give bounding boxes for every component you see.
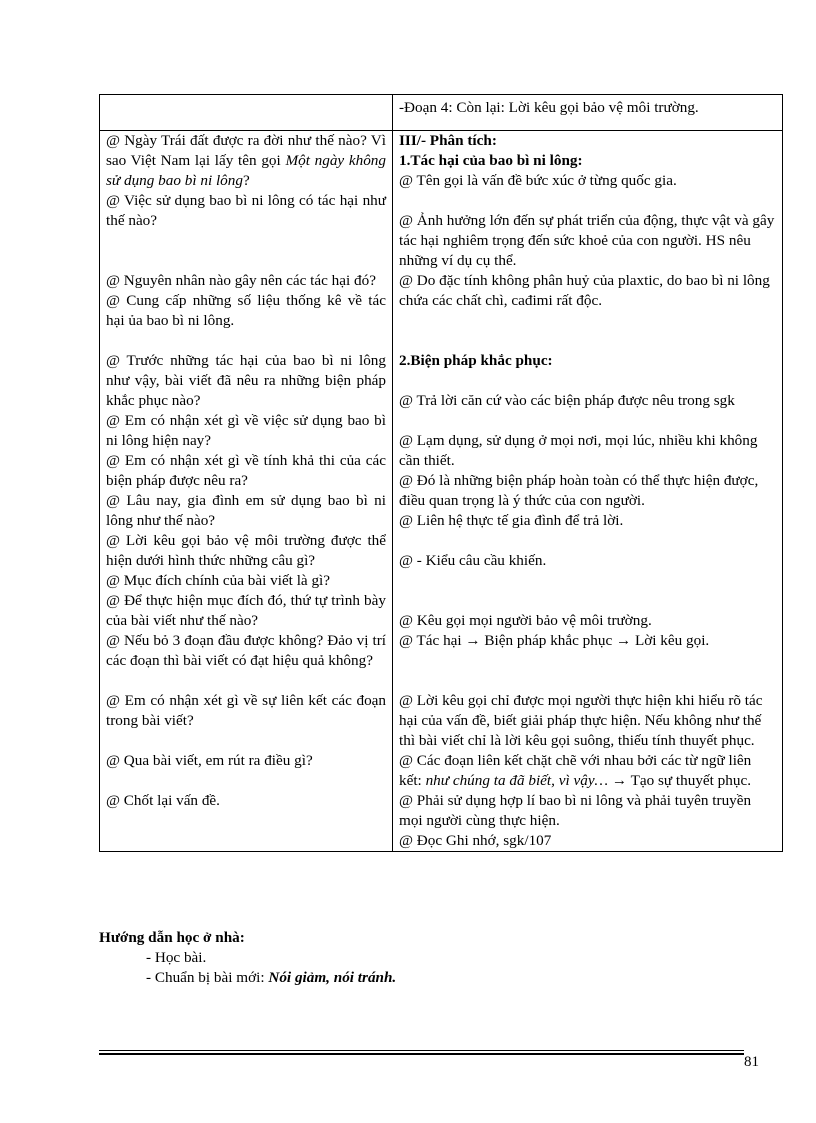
header-right-cell: -Đoạn 4: Còn lại: Lời kêu gọi bảo vệ môi trường. bbox=[393, 95, 783, 131]
answer-14: @ Đọc Ghi nhớ, sgk/107 bbox=[399, 832, 552, 849]
homework-item-text: - Chuẩn bị bài mới: bbox=[146, 969, 269, 986]
question-2: @ Việc sử dụng bao bì ni lông có tác hại như thế nào? bbox=[106, 192, 386, 229]
answer-10: @ Tác hại → Biện pháp khắc phục → Lời kêu gọi. bbox=[399, 632, 710, 649]
lesson-table bbox=[99, 94, 783, 852]
question-12: @ Nếu bỏ 3 đoạn đầu được không? Đảo vị trí các đoạn thì bài viết có đạt hiệu quả không? bbox=[106, 632, 386, 669]
answer-11: @ Lời kêu gọi chỉ được mọi người thực hiện khi hiểu rõ tác hại của vấn đề, biết giải pháp thực hiện. Nếu không như thế thì bài viết chỉ là lời kêu gọi suông, thiếu tính thuyết phục. bbox=[399, 692, 763, 749]
answer-12 bbox=[399, 751, 776, 791]
answer-2: @ Ảnh hưởng lớn đến sự phát triển của động, thực vật và gây tác hại nghiêm trọng đến sức khoẻ của con người. HS nêu những ví dụ cụ thể. bbox=[399, 212, 775, 269]
table-row bbox=[100, 131, 783, 852]
homework-title: Hướng dẫn học ở nhà: bbox=[99, 929, 245, 946]
answer-4: @ Trả lời căn cứ vào các biện pháp được nêu trong sgk bbox=[399, 392, 735, 409]
question-1 bbox=[106, 131, 386, 191]
question-3: @ Nguyên nhân nào gây nên các tác hại đó? bbox=[106, 272, 376, 289]
question-11: @ Để thực hiện mục đích đó, thứ tự trình bày của bài viết như thế nào? bbox=[106, 592, 386, 629]
homework-item-1: - Học bài. bbox=[146, 949, 207, 966]
table-row bbox=[100, 95, 783, 131]
question-4: @ Cung cấp những số liệu thống kê về tác hại ủa bao bì ni lông. bbox=[106, 292, 386, 329]
answer-1: @ Tên gọi là vấn đề bức xúc ở từng quốc gia. bbox=[399, 172, 677, 189]
answer-text: @ Các đoạn liên kết chặt chẽ với nhau bởi các từ ngữ liên kết: bbox=[399, 752, 752, 789]
questions-cell bbox=[100, 131, 393, 852]
question-15: @ Chốt lại vấn đề. bbox=[106, 792, 220, 809]
page-number: 81 bbox=[744, 1054, 759, 1070]
question-9: @ Lời kêu gọi bảo vệ môi trường được thể hiện dưới hình thức những câu gì? bbox=[106, 532, 386, 569]
answer-13: @ Phải sử dụng hợp lí bao bì ni lông và phải tuyên truyền mọi người cùng thực hiện. bbox=[399, 792, 752, 829]
section-heading: III/- Phân tích: bbox=[399, 132, 497, 149]
homework-section bbox=[99, 928, 782, 988]
footer-rule bbox=[99, 1050, 744, 1051]
answer-9: @ Kêu gọi mọi người bảo vệ môi trường. bbox=[399, 612, 652, 629]
answer-6: @ Đó là những biện pháp hoàn toàn có thể thực hiện được, điều quan trọng là ý thức của con người. bbox=[399, 472, 759, 509]
answer-7: @ Liên hệ thực tế gia đình để trả lời. bbox=[399, 512, 624, 529]
answer-5: @ Lạm dụng, sử dụng ở mọi nơi, mọi lúc, nhiều khi không cần thiết. bbox=[399, 432, 758, 469]
homework-item-2 bbox=[99, 968, 782, 988]
subheading-1: 1.Tác hại của bao bì ni lông: bbox=[399, 152, 583, 169]
answer-italic-text: như chúng ta đã biết, vì vậy… bbox=[425, 772, 609, 789]
next-lesson-title: Nói giảm, nói tránh. bbox=[268, 969, 397, 986]
question-text: ? bbox=[242, 172, 250, 189]
answer-text: → Tạo sự thuyết phục. bbox=[608, 772, 751, 789]
question-text: @ Ngày Trái đất được ra đời như thế nào? Vì sao Việt Nam lại lấy tên gọi bbox=[106, 132, 386, 169]
question-8: @ Lâu nay, gia đình em sử dụng bao bì ni lông như thế nào? bbox=[106, 492, 386, 529]
subheading-2: 2.Biện pháp khắc phục: bbox=[399, 352, 553, 369]
question-6: @ Em có nhận xét gì về việc sử dụng bao bì ni lông hiện nay? bbox=[106, 412, 386, 449]
answers-cell bbox=[393, 131, 783, 852]
question-italic-text: Một ngày không sử dụng bao bì ni lông bbox=[106, 152, 386, 189]
question-5: @ Trước những tác hại của bao bì ni lông như vậy, bài viết đã nêu ra những biện pháp khắc phục nào? bbox=[106, 352, 386, 409]
question-7: @ Em có nhận xét gì về tính khả thi của các biện pháp được nêu ra? bbox=[106, 452, 386, 489]
answer-8: @ - Kiểu câu cầu khiến. bbox=[399, 552, 547, 569]
answer-3: @ Do đặc tính không phân huỷ của plaxtic, do bao bì ni lông chứa các chất chì, cađimi rất độc. bbox=[399, 272, 770, 309]
question-13: @ Em có nhận xét gì về sự liên kết các đoạn trong bài viết? bbox=[106, 692, 386, 729]
footer-rule bbox=[99, 1053, 744, 1055]
question-14: @ Qua bài viết, em rút ra điều gì? bbox=[106, 752, 313, 769]
question-10: @ Mục đích chính của bài viết là gì? bbox=[106, 572, 331, 589]
header-left-cell bbox=[100, 95, 393, 131]
